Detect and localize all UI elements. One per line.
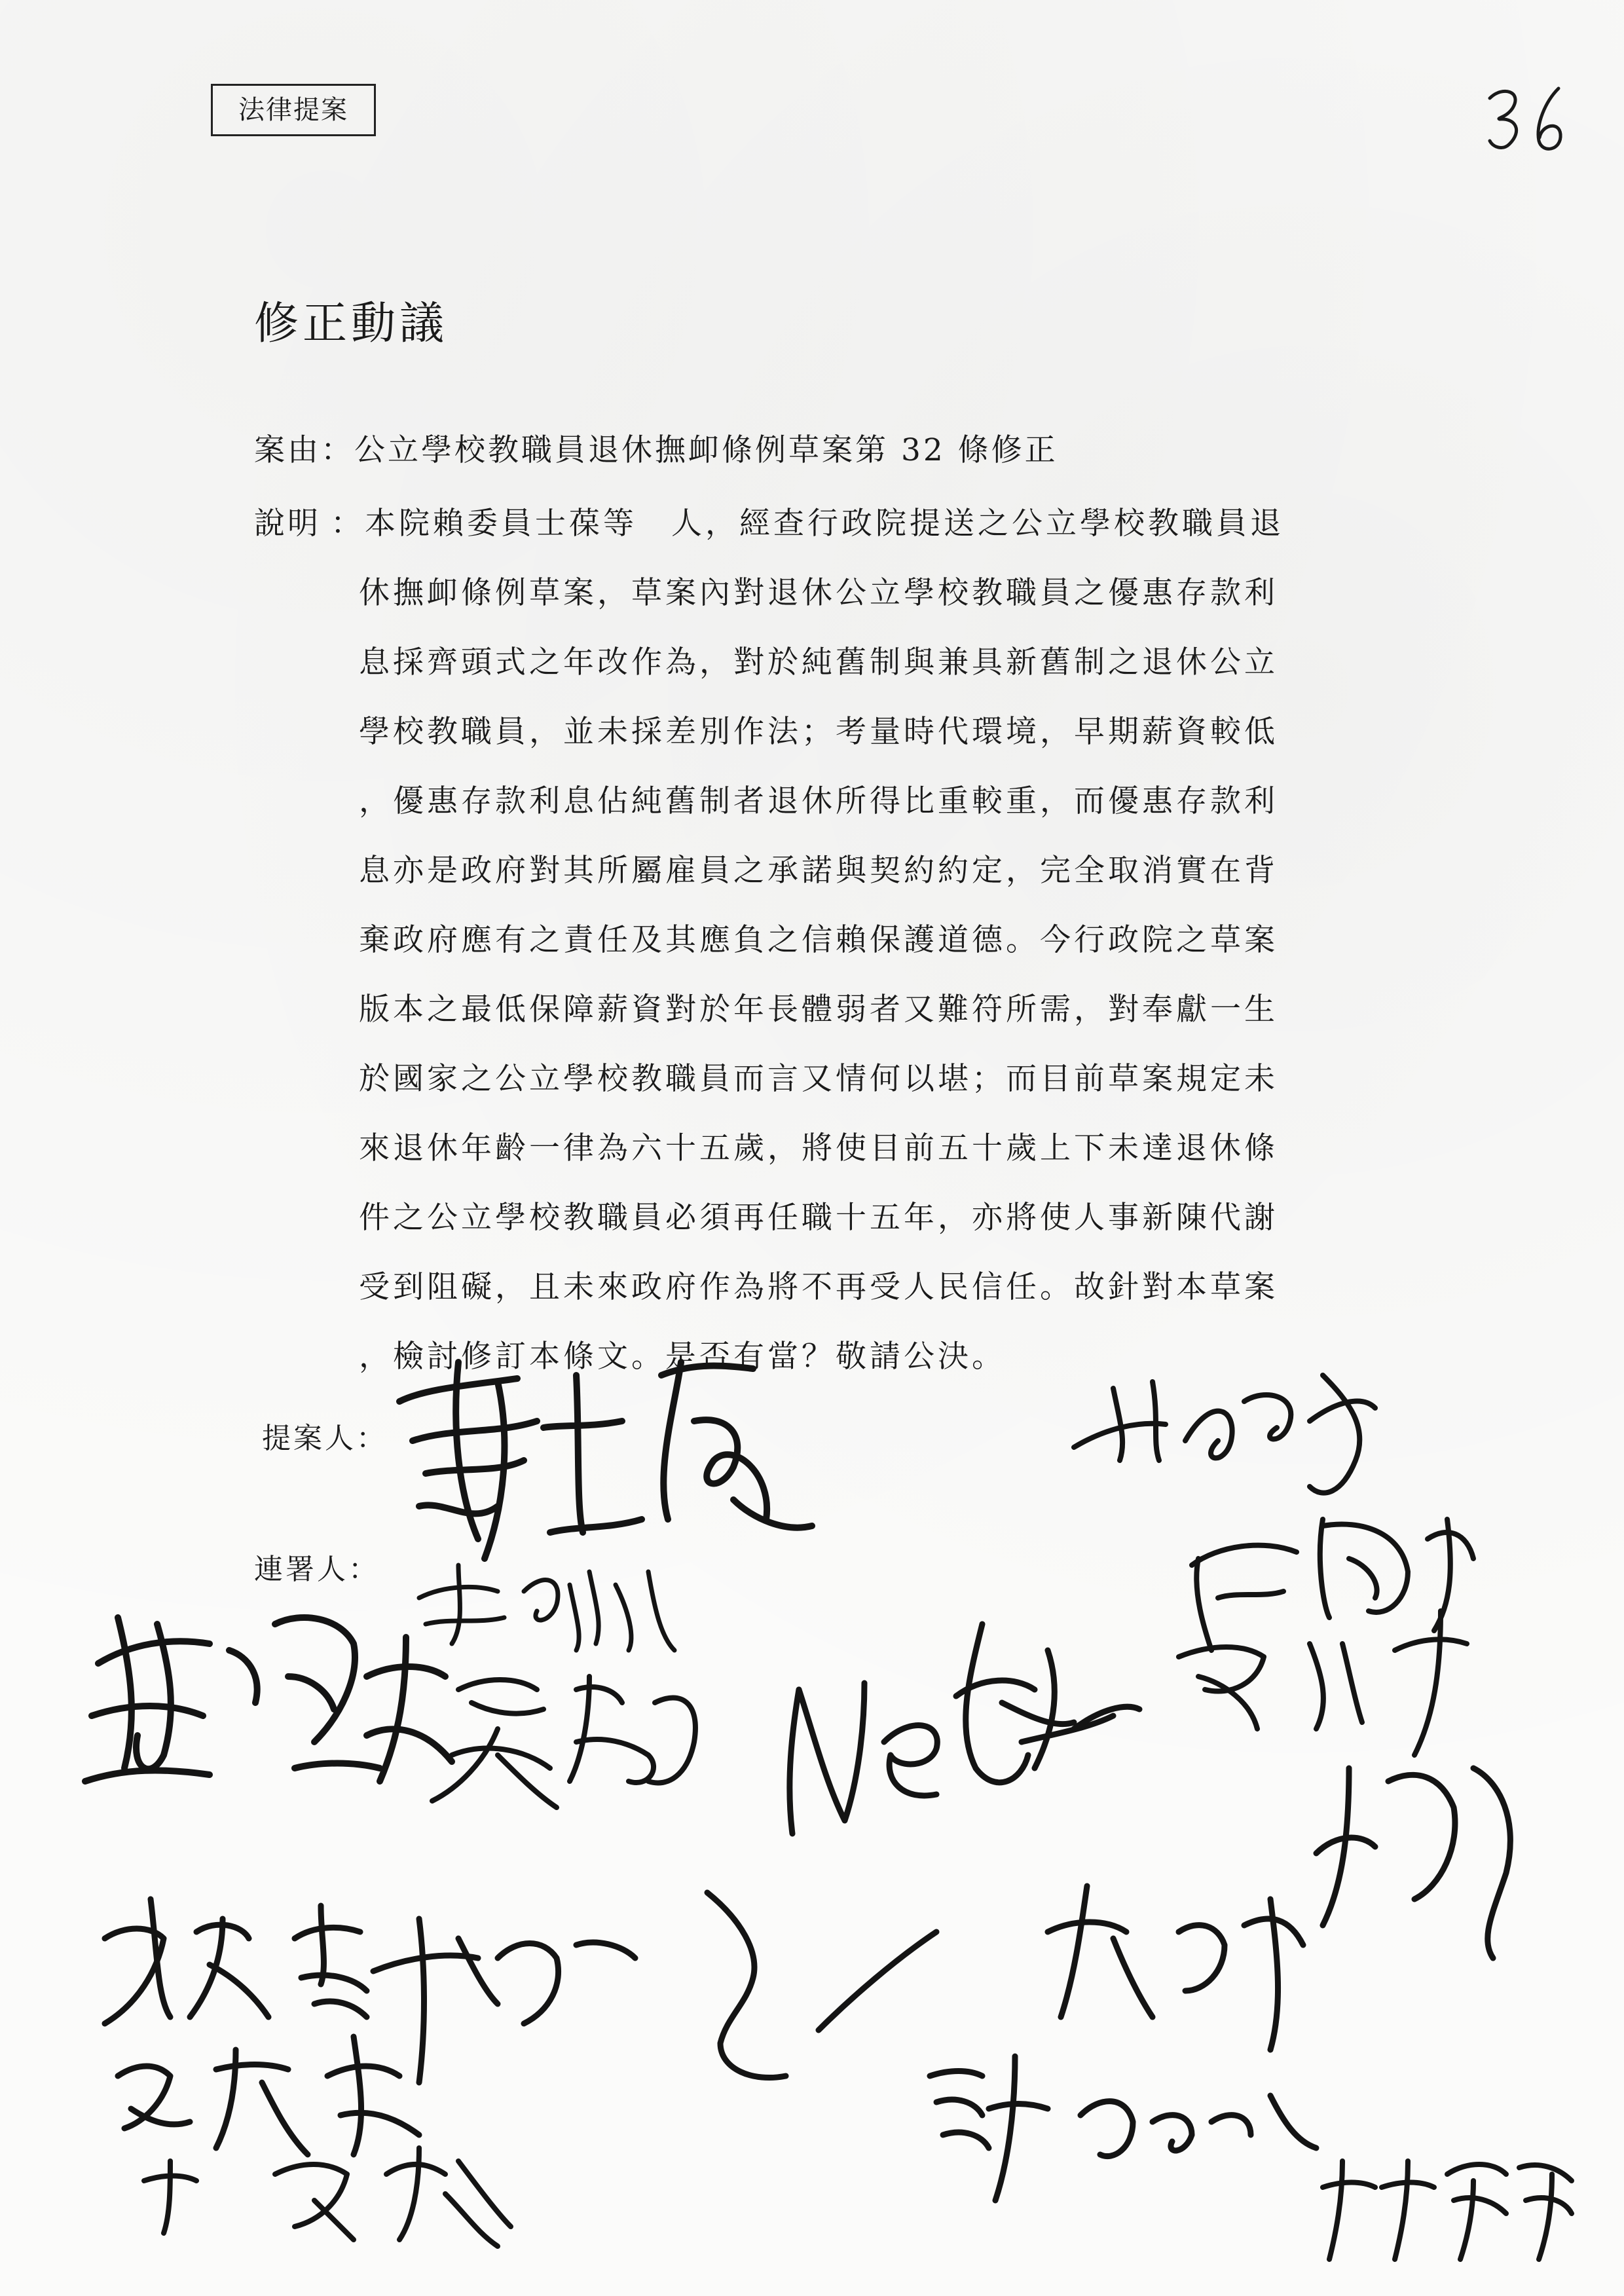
explanation-line: 版本之最低保障薪資對於年長體弱者又難符所需，對奉獻一生 [359, 991, 1278, 1028]
explanation-line: ：本院賴委員士葆等 人，經查行政院提送之公立學校教職員退 [331, 506, 1284, 542]
document-title: 修正動議 [254, 298, 449, 350]
explanation-line: 受到阻礙，且未來政府作為將不再受人民信任。故針對本草案 [359, 1269, 1278, 1305]
signature-right-2 [1179, 1611, 1467, 1755]
explanation-line: ，優惠存款利息佔純舊制者退休所得比重較重，而優惠存款利 [359, 783, 1278, 819]
proposer-label: 提案人： [262, 1422, 388, 1455]
subject-line [254, 426, 1058, 470]
explanation-line: 於國家之公立學校教職員而言又情何以堪；而目前草案規定未 [359, 1061, 1278, 1097]
signature-right-1 [1192, 1519, 1473, 1650]
explanation-line: 學校教職員，並未採差別作法；考量時代環境，早期薪資較低 [359, 714, 1278, 750]
signature-bottom-left-3 [144, 2148, 511, 2246]
explanation-line: ，檢討修訂本條文。是否有當？敬請公決。 [359, 1339, 1006, 1375]
category-label: 法律提案 [211, 84, 376, 136]
signature-bottom-left-1 [105, 1899, 367, 2024]
subject-label: 案由： [254, 432, 354, 468]
subject-text: 公立學校教職員退休撫卹條例草案第 32 條修正 [354, 432, 1058, 468]
signature-center [790, 1624, 1139, 1834]
handwritten-page-number [1477, 79, 1575, 157]
explanation-label: 說明 [254, 506, 321, 542]
signature-bottom-right-1 [930, 2056, 1316, 2200]
signature-top-right [1074, 1375, 1375, 1493]
signature-left-large [85, 1618, 452, 1781]
signature-proposer [399, 1362, 812, 1559]
explanation-line: 息亦是政府對其所屬雇員之承諾與契約約定，完全取消實在背 [359, 853, 1278, 889]
signature-middle-left [432, 1676, 695, 1807]
explanation-line: 息採齊頭式之年改作為，對於純舊制與兼具新舊制之退休公立 [359, 644, 1278, 680]
explanation-line: 來退休年齡一律為六十五歲，將使目前五十歲上下未達退休條 [359, 1130, 1278, 1166]
explanation-line: 棄政府應有之責任及其應負之信賴保護道德。今行政院之草案 [359, 922, 1278, 958]
signature-bottom-right-2 [1323, 2161, 1572, 2259]
signature-right-3 [1048, 1768, 1510, 2050]
signature-bottom-left-2 [118, 2037, 419, 2155]
explanation-line: 件之公立學校教職員必須再任職十五年，亦將使人事新陳代謝 [359, 1200, 1278, 1236]
explanation-line: 休撫卹條例草案，草案內對退休公立學校教職員之優惠存款利 [359, 575, 1278, 611]
cosigner-label: 連署人： [254, 1553, 380, 1586]
signature-top-middle [419, 1565, 674, 1650]
signature-bottom-center-1 [373, 1893, 936, 2083]
